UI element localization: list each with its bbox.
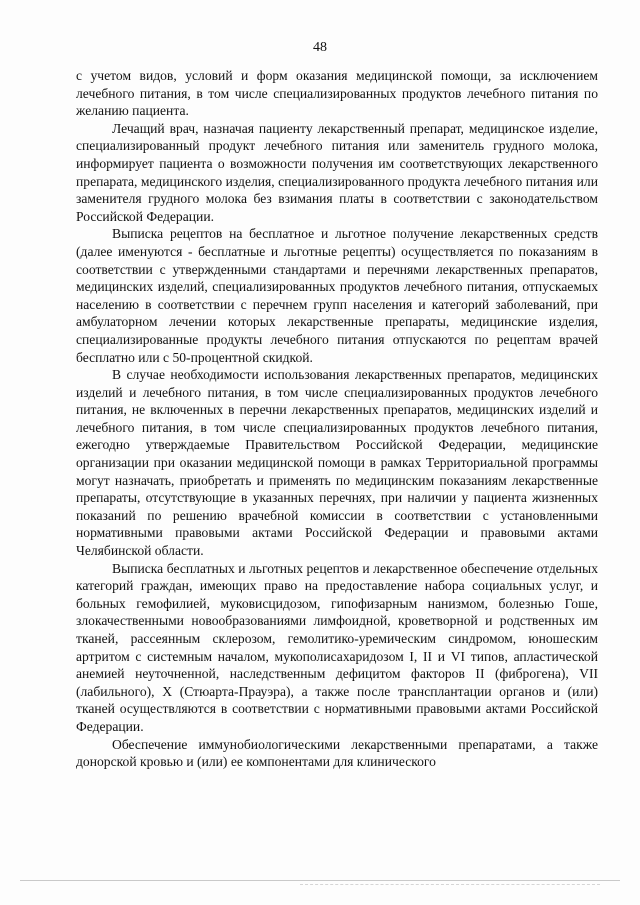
paragraph-continuation: с учетом видов, условий и форм оказания медицинской помощи, за исключением лечебного питания, в том числе специализированных продуктов лечебного питания по желанию пациента.	[76, 68, 598, 119]
scan-edge-line-dashed	[300, 884, 600, 885]
page-number: 48	[313, 40, 327, 55]
paragraph-special-categories: Выписка бесплатных и льготных рецептов и лекарственное обеспечение отдельных категорий граждан, имеющих право на предоставление набора социальных услуг, и больных гемофилией, муковисцидозом, гипофизарным нанизмом, болезнью Гоше, злокачественными новообразованиями лимфоидной, кроветворной и родственных им тканей, рассеянным склерозом, гемолитико-уремическим синдромом, юношеским артритом с системным началом, мукополисахаридозом I, II и VI типов, апластической анемией неуточненной, наследственным дефицитом факторов II (фиброгена), VII (лабильного), X (Стюарта-Прауэра), а также после трансплантации органов и (или) тканей осуществляются в соответствии с нормативными правовыми актами Российской Федерации.	[76, 560, 598, 734]
document-body	[76, 67, 598, 771]
paragraph-prescriptions: Выписка рецептов на бесплатное и льготное получение лекарственных средств (далее именуются - бесплатные и льготные рецепты) осуществляется по показаниям в соответствии с утвержденными стандартами и перечнями лекарственных препаратов, медицинских изделий, специализированных продуктов лечебного питания, отпускаемых населению в соответствии с перечнем групп населения и категорий заболеваний, при амбулаторном лечении которых лекарственные препараты, медицинские изделия, специализированные продукты лечебного питания отпускаются по рецептам врачей бесплатно или с 50-процентной скидкой.	[76, 226, 598, 365]
paragraph-attending-physician: Лечащий врач, назначая пациенту лекарственный препарат, медицинское изделие, специализированный продукт лечебного питания или заменитель грудного молока, информирует пациента о возможности получения им соответствующих лекарственного препарата, медицинского изделия, специализированного продукта лечебного питания или заменителя грудного молока без взимания платы в соответствии с законодательством Российской Федерации.	[76, 120, 598, 224]
scan-edge-line	[20, 880, 620, 881]
paragraph-unlisted-drugs: В случае необходимости использования лекарственных препаратов, медицинских изделий и лечебного питания, в том числе специализированных продуктов лечебного питания, не включенных в перечни лекарственных препаратов, медицинских изделий и лечебного питания, в том числе специализированных продуктов лечебного питания, ежегодно утверждаемые Правительством Российской Федерации, медицинские организации при оказании медицинской помощи в рамках Территориальной программы могут назначать, приобретать и применять по медицинским показаниям лекарственные препараты, отсутствующие в указанных перечнях, при наличии у пациента жизненных показаний по решению врачебной комиссии в соответствии с установленными нормативными правовыми актами Российской Федерации и правовыми актами Челябинской области.	[76, 367, 598, 559]
paragraph-immunobiological: Обеспечение иммунобиологическими лекарственными препаратами, а также донорской кровью и (или) ее компонентами для клинического	[76, 736, 598, 770]
